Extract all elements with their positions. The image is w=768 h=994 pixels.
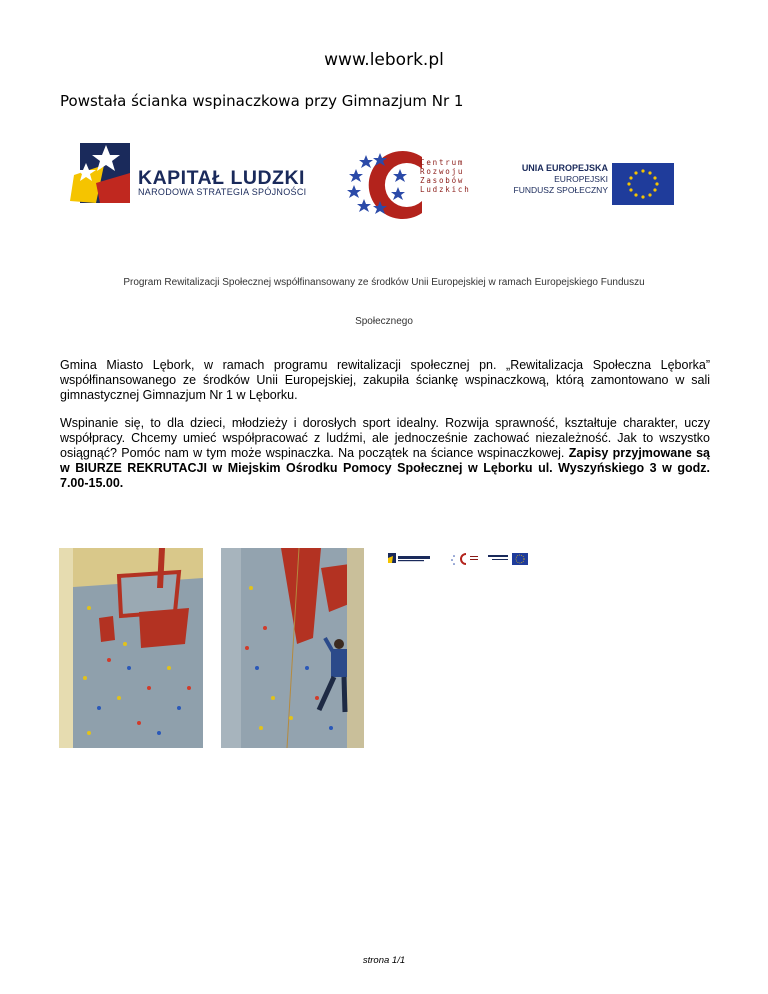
eu-flag-icon bbox=[612, 163, 674, 205]
article-paragraph: Gmina Miasto Lębork, w ramach programu rewitalizacji społecznej pn. „Rewitalizacja Społeczna Lęborka” współfinansowanego ze środków Unii Europejskiej, zakupiła ściankę wspinaczkową, którą zamontowano w sali gimnastycznej Gimnazjum Nr 1 w Lęborku. bbox=[60, 358, 710, 402]
ue-label bbox=[498, 163, 608, 196]
page-number: strona 1/1 bbox=[362, 955, 406, 966]
climber-photo bbox=[221, 548, 364, 748]
funding-logos bbox=[0, 135, 768, 225]
small-funding-logos-icon bbox=[388, 550, 528, 568]
ue-line: UNIA EUROPEJSKA bbox=[521, 163, 608, 173]
article-paragraph bbox=[60, 416, 710, 491]
article-title: Powstała ścianka wspinaczkowa przy Gimnazjum Nr 1 bbox=[60, 92, 464, 110]
paragraph-text: Wspinanie się, to dla dzieci, młodzieży i dorosłych sport idealny. Rozwija sprawność, kształtuje charakter, uczy współpracy. Chcemy umieć współpracować z ludźmi, ale jednocześnie zachować niezależność. Jak to wszystko osiągnąć? Pomóc nam w tym może wspinaczka. Na początek na ściance wspinaczkowej. bbox=[60, 416, 710, 460]
ue-line: FUNDUSZ SPOŁECZNY bbox=[513, 185, 608, 195]
program-line: Program Rewitalizacji Społecznej współfinansowany ze środków Unii Europejskiej w ramach Europejskiego Funduszu bbox=[123, 277, 645, 288]
climbing-wall-photo bbox=[59, 548, 203, 748]
kapital-ludzki-logo-icon bbox=[70, 143, 130, 203]
program-line: Społecznego bbox=[355, 316, 413, 327]
ue-line: EUROPEJSKI bbox=[554, 174, 608, 184]
kapital-ludzki-subtitle: NARODOWA STRATEGIA SPÓJNOŚCI bbox=[138, 187, 307, 197]
enrollment-info: Zapisy przyjmowane są w BIURZE REKRUTACJI w Miejskim Ośrodku Pomocy Społecznej w Lęborku ul. Wyszyńskiego 3 w godz. 7.00-15.00. bbox=[60, 446, 711, 490]
crzl-logo-icon bbox=[347, 151, 422, 219]
kapital-ludzki-name: KAPITAŁ LUDZKI bbox=[138, 167, 305, 189]
crzl-line: Zasobów bbox=[420, 176, 465, 185]
crzl-line: Rozwoju bbox=[420, 167, 465, 176]
crzl-line: Centrum bbox=[420, 158, 465, 167]
crzl-name bbox=[420, 158, 480, 194]
crzl-line: Ludzkich bbox=[420, 185, 471, 194]
site-url[interactable]: www.lebork.pl bbox=[324, 50, 444, 70]
